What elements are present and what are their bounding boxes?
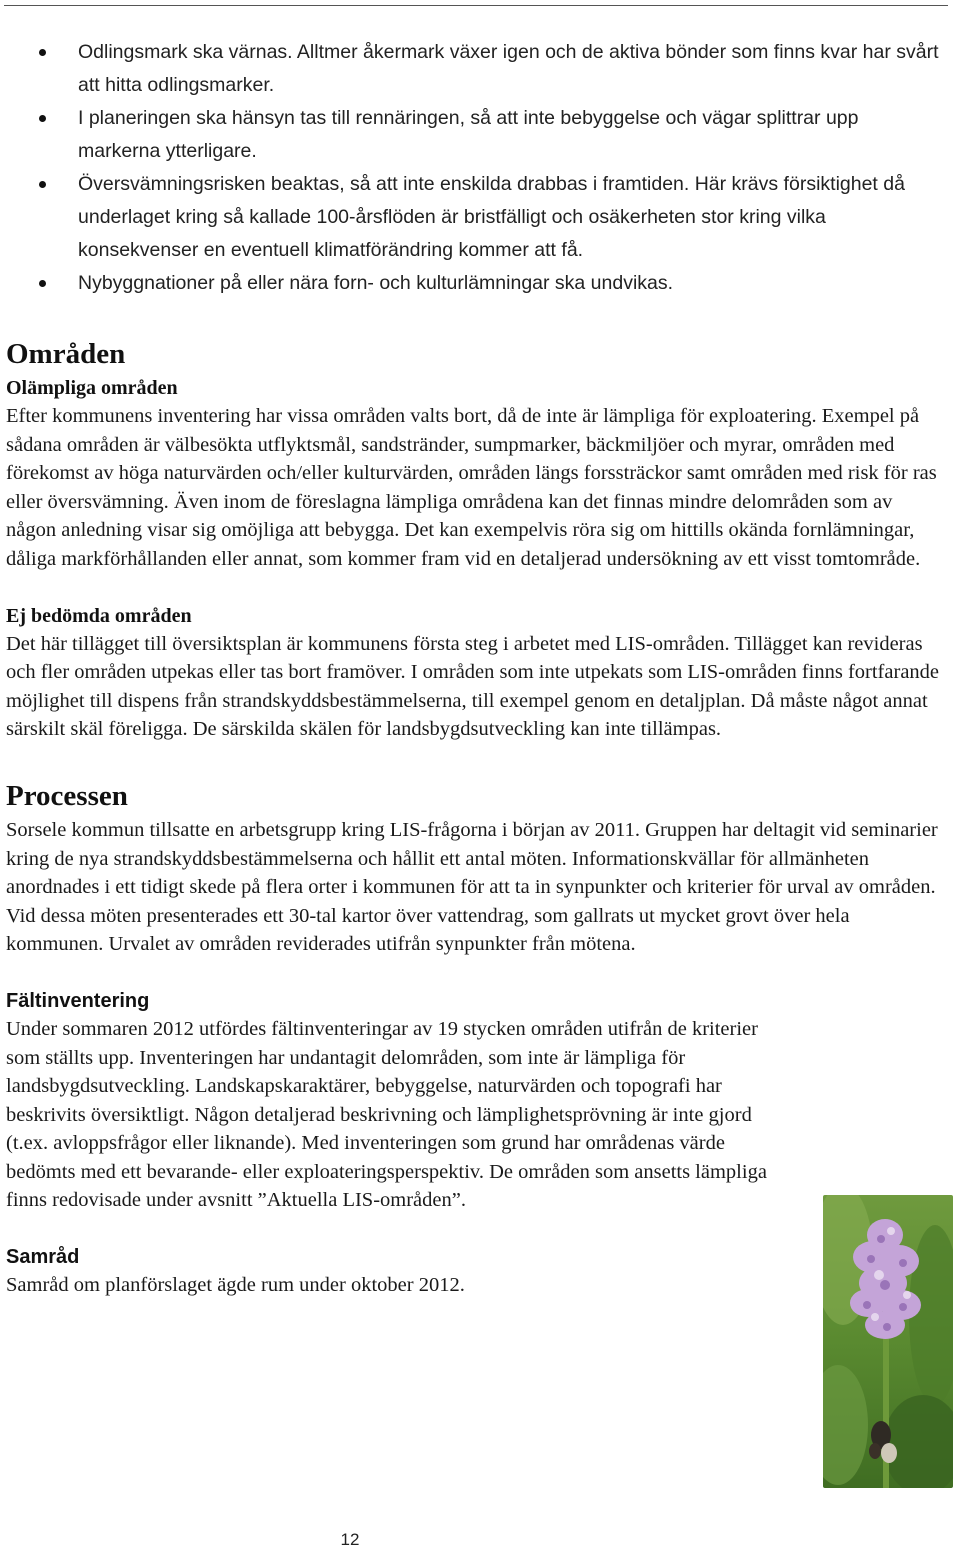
section-heading-omraden: Områden [6, 338, 126, 370]
section-heading-processen: Processen [6, 779, 128, 812]
document-body [6, 36, 941, 1300]
bullet-list [6, 36, 941, 300]
paragraph-olampliga: Efter kommunens inventering har vissa områden valts bort, då de inte är lämpliga för exploatering. Exempel på sådana områden är välbesökta utflyktsmål, sandstränder, sumpmarker, bäckmiljöer och myrar, områden med förekomst av höga naturvärden och/eller kulturvärden, områden längs forssträckor samt områden med risk för ras eller översvämning. Även inom de föreslagna lämpliga områdena kan det finnas mindre delområden som av någon anledning visar sig omöjliga att bebygga. Det kan exempelvis röra sig om hittills okända fornlämningar, dåliga markförhållanden eller annat, som kommer fram vid en detaljerad undersökning av ett visst tomtområde. [6, 405, 937, 570]
bullet-icon [39, 181, 46, 188]
bullet-item [6, 267, 941, 300]
bullet-icon [39, 115, 46, 122]
bullet-item [6, 36, 941, 102]
bullet-item [6, 102, 941, 168]
subheading-faltinventering: Fältinventering [6, 989, 150, 1012]
paragraph-faltinventering: som ställts upp. Inventeringen har undantagit delområden, som inte är lämpliga för landsbygdsutveckling. Landskapskaraktärer, bebyggelse, naturvärden och topografi har beskrivits översiktligt. Någon detaljerad beskrivning och lämplighetsprövning är inte gjord (t.ex. avloppsfrågor eller liknande). Med inventeringen som grund har områdenas värde bedömts med ett bevarande- eller exploateringsperspektiv. De områden som ansetts lämpliga finns redovisade under avsnitt ”Aktuella LIS-områden”. [6, 1046, 767, 1212]
bullet-text: Översvämningsrisken beaktas, så att inte enskilda drabbas i framtiden. Här krävs försiktighet då underlaget kring så kallade 100-årsflöden är bristfälligt och osäkerheten stor kring vilka konsekvenser en eventuell klimatförändring kommer att få. [78, 173, 905, 261]
subheading-samrad: Samråd [6, 1246, 80, 1269]
paragraph-ej-bedomda: Det här tillägget till översiktsplan är kommunens första steg i arbetet med LIS-områden. Tillägget kan revideras och fler områden utpekas eller tas bort framöver. I områden som inte utpekats som LIS-områden finns fortfarande möjlighet till dispens från strandskyddsbestämmelserna, till exempel genom en detaljplan. Då måste något annat särskilt skäl föreligga. De särskilda skälen för landsbygdsutveckling kan inte tillämpas. [6, 632, 940, 741]
orchid-photo-graphic [823, 1195, 953, 1488]
bullet-text: Nybyggnationer på eller nära forn- och kulturlämningar ska undvikas. [78, 272, 674, 294]
paragraph-processen: Sorsele kommun tillsatte en arbetsgrupp kring LIS-frågorna i början av 2011. Gruppen har deltagit vid seminarier kring de nya strandskyddsbestämmelserna och hållit ett antal möten. Informationskvällar för allmänheten anordnades i ett tidigt skede på flera orter i kommunen för att ta in synpunkter och kriterier för urval av områden. Vid dessa möten presenterades ett 30-tal kartor över vattendrag, som gallrats ut mycket grovt över hela kommunen. Urvalet av områden reviderades utifrån synpunkter från mötena. [6, 818, 938, 956]
subheading-olampliga: Olämpliga områden [6, 377, 178, 399]
bullet-item [6, 168, 941, 267]
subheading-ej-bedomda: Ej bedömda områden [6, 604, 192, 627]
paragraph-faltinventering-first-line: Under sommaren 2012 utfördes fältinventeringar av 19 stycken områden utifrån de kriterier [6, 1017, 758, 1040]
bullet-text: Odlingsmark ska värnas. Alltmer åkermark växer igen och de aktiva bönder som finns kvar har svårt att hitta odlingsmarker. [78, 41, 939, 96]
orchid-photo [823, 1195, 953, 1488]
paragraph-samrad: Samråd om planförslaget ägde rum under oktober 2012. [6, 1274, 465, 1297]
top-rule [4, 5, 948, 6]
bullet-text: I planeringen ska hänsyn tas till rennäringen, så att inte bebyggelse och vägar splittrar upp markerna ytterligare. [78, 107, 859, 162]
bullet-icon [39, 280, 46, 287]
bullet-icon [39, 49, 46, 56]
page-number: 12 [340, 1530, 360, 1549]
